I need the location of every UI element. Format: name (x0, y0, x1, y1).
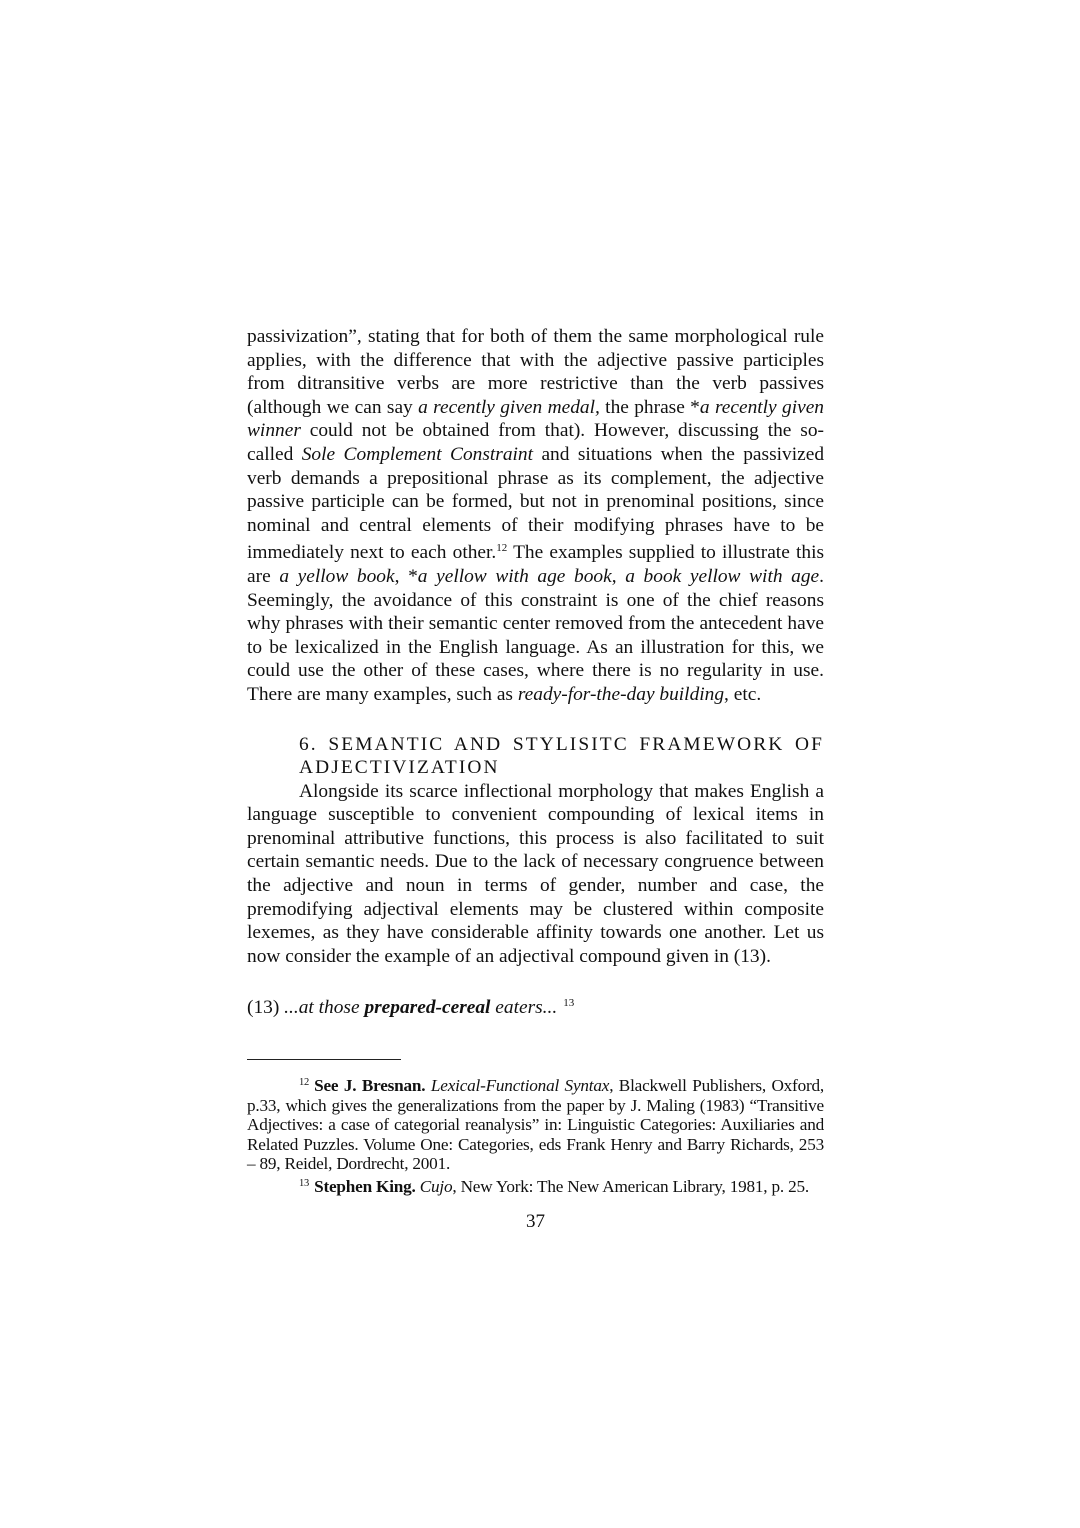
footnotes (247, 1073, 824, 1197)
italic-term: Sole Complement Constraint (301, 443, 533, 465)
footnote-title: Cujo (419, 1177, 453, 1196)
italic-example: ready-for-the-day building (517, 683, 725, 705)
text-run: passivization”, stating that for both of them the same morphological rule applies, with the difference that with the adjective passive participles from ditransitive verbs are more restrictive than the verb passives (although we can say (247, 326, 824, 418)
page-body (247, 325, 824, 1233)
footnote-mark: 12 (299, 1077, 310, 1089)
italic-example: a recently given winner (247, 396, 825, 442)
text-run: The examples supplied to illustrate this are (247, 542, 825, 587)
footnote-12 (247, 1073, 824, 1174)
example-text: ...at those (284, 997, 365, 1019)
body-paragraph-2: Alongside its scarce inflectional morphology that makes English a language susceptible to convenient compounding of lexical items in prenominal attributive functions, this process is also facilitated to suit certain semantic needs. Due to the lack of necessary congruence between the adjective and noun in terms of gender, number and case, the premodifying adjectival elements may be clustered within composite lexemes, as they have considerable affinity towards one another. Let us now consider the example of an adjectival compound given in (13). (247, 780, 824, 967)
footnote-reference-13[interactable]: 13 (563, 997, 575, 1010)
example-highlight: prepared-cereal (364, 997, 491, 1019)
body-paragraph-1 (247, 325, 824, 707)
italic-example: a yellow book (279, 565, 395, 587)
page-number: 37 (526, 1210, 545, 1232)
text-run: could not be obtained from that). However, discussing the so-called (247, 420, 824, 465)
italic-example: a book yellow with age (625, 565, 820, 587)
text-run: , (611, 565, 626, 587)
example-13 (247, 992, 824, 1020)
text-run: and situations when the passivized verb demands a prepositional phrase as its complement, the adjective passive participle can be formed, but not in prenominal positions, since nominal and central elements of their modifying phrases have to be immediately next to each other. (247, 443, 825, 564)
footnote-mark: 13 (299, 1178, 310, 1189)
text-run: . Seemingly, the avoidance of this constraint is one of the chief reasons why phrases with their semantic center removed from the antecedent have to be lexicalized in the English language. As an illustration for this, we could use the other of these cases, where there is no regularity in use. There are many examples, such as (247, 565, 825, 705)
example-number: (13) (247, 997, 280, 1019)
text-run: the phrase * (599, 396, 700, 418)
section-heading: 6. SEMANTIC AND STYLISITC FRAMEWORK OF ADJECTIVIZATION (299, 733, 824, 779)
footnote-divider (247, 1059, 401, 1060)
footnote-author: See J. Bresnan. (314, 1076, 426, 1096)
text-run: , * (394, 565, 418, 587)
italic-example: a yellow with age book (417, 565, 612, 587)
text-run: , etc. (724, 683, 762, 705)
footnote-13 (247, 1174, 824, 1197)
footnote-text: , Blackwell Publishers, Oxford, p.33, which gives the generalizations from the paper by J. Maling (1983) “Transitive Adjectives: a case of categorial reanalysis” in: Linguistic Categories: Auxiliaries and Related Puzzles. Volume One: Categories, eds Frank Henry and Barry Richards, 253 – 89, Reidel, Dordrecht, 2001. (247, 1076, 824, 1174)
footnote-title: Lexical-Functional Syntax (430, 1076, 610, 1096)
italic-example: a recently given medal, (418, 396, 600, 418)
footnote-author: Stephen King. (314, 1177, 416, 1196)
example-text: eaters... (490, 997, 558, 1019)
footnote-text: , New York: The New American Library, 1981, p. 25. (452, 1177, 809, 1196)
footnote-reference-12[interactable]: 12 (496, 542, 508, 555)
